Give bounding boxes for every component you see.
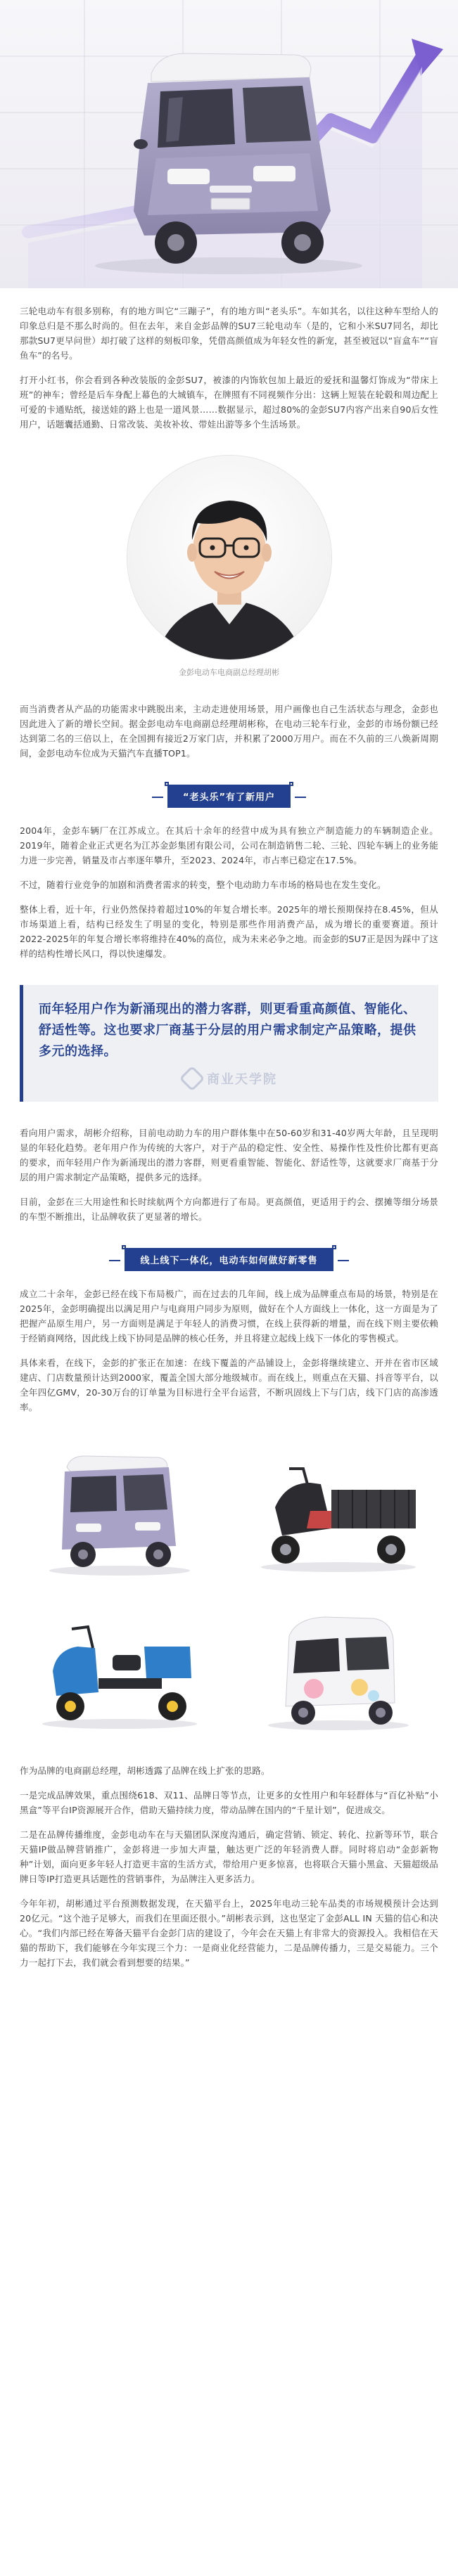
logo-icon — [179, 1066, 205, 1092]
heading-text: “老头乐”有了新用户 — [182, 792, 276, 803]
paragraph-xiaohongshu: 打开小红书，你会看到各种改装版的金彭SU7，被漆的内饰软包加上最近的爱抚和温馨灯饰成为“带床上班”的神车；曾经是后车身配上幕色的大城镇车，在牌照有不同视频作分出：这辆上短装在轮毂和周边配上可爱的卡通贴纸，接送娃的路上也是一道风景……数据显示，超过80%的金彭SU7内容产出来自90后女性用户，话题囊括通勤、日常改装、美妆补妆、带娃出游等多个生活场景。 — [20, 375, 438, 430]
section-heading-1 — [0, 785, 458, 808]
paragraph-online-offline: 成立二十余年，金彭已经在线下布局极广，而在过去的几年间，线上成为品牌重点布局的场景，特别是在2025年，金彭明确提出以满足用户与电商用户同步为原则，做好在个人方面线上一体化，这一方面是为了把握产品原生用户，另一方面则是满足于年轻人的消费习惯，在线上获得新的增量，而在线下则主要依赖于经销商网络，因此线上线下协同是品牌的核心任务，并且将建立起线上线下一体化的零售模式。 — [20, 1289, 438, 1344]
paragraph-layout: 目前，金彭在三大用途性和长时续航两个方向都进行了布局。更高颜值，更适用于约会、摆摊等细分场景的车型不断推出，让品牌收获了更显著的增长。 — [20, 1197, 438, 1222]
paragraph-strategy-one: 一是完成品牌效果，重点围绕618、双11、品牌日等节点，让更多的女性用户和年轻群体与“百亿补贴”小黑盒”等平台IP资源展开合作，借助天猫持续力度，带动品牌在国内的“千星计划”，促进成交。 — [20, 1790, 438, 1815]
paragraph-strategy-two: 二是在品牌传播维度，金彭电动车在与天猫团队深度沟通后，确定营销、锁定、转化、拉新等环节，联合天猫IP做品牌营销推广，金彭将进一步加大声量，触达更广泛的年轻消费人群。同时将启动“金彭新物种”计划，面向更多年轻人打造更丰富的生活方式，带给用户更多惊喜，也将联合天猫小黑盒、天猫超级品牌日等IP打造更具话题性的营销事件，为品牌注入更多活力。 — [20, 1829, 438, 1884]
black-cargo-tricycle-icon — [247, 1441, 430, 1581]
heading-badge — [167, 785, 291, 808]
lavender-tricycle-icon — [28, 1441, 211, 1581]
portrait-block — [0, 456, 458, 678]
paragraph-strategy-intro: 作为品牌的电商副总经理，胡彬透露了品牌在线上扩张的思路。 — [20, 1765, 270, 1776]
paragraph-growth: 整体上看，近十年，行业仍然保持着超过10%的年复合增长率。2025年的增长预期保持在8.45%，但从市场渠道上看，结构已经发生了明显的变化，特别是那些作用消费产品，成为增长的重要赛道。预计2022-2025年的年复合增长率将维持在40%的高位，成为未来必争之地。而金彭的SU7正是因为踩中了这样的结构性增长风口，得以快速爆发。 — [20, 904, 438, 959]
badge-corner-right — [289, 782, 293, 786]
heading-badge — [125, 1248, 333, 1271]
portrait-caption: 金彭电动车电商副总经理胡彬 — [179, 668, 279, 677]
product-image — [20, 1438, 220, 1583]
product-image — [238, 1595, 439, 1739]
blue-scooter-tricycle-icon — [28, 1597, 211, 1738]
badge-corner-left — [165, 782, 169, 786]
paragraph-market-share: 而当消费者从产品的功能需求中跳脱出来，主动走进使用场景，用户画像也自己生活状态与理念，金彭也因此进入了新的增长空间。据金彭电动车电商副总经理胡彬称，在电动三轮车行业，金彭的市场份额已经达到第二名的三倍以上，在全国拥有接近2万家门店，并积累了2000万用户。而在不久前的三八焕新周期间，金彭电动车位成为天猫汽车直播TOP1。 — [20, 704, 438, 759]
badge-corner-right — [332, 1245, 336, 1249]
pull-quote — [20, 985, 438, 1102]
watermark-logo — [39, 1069, 421, 1088]
product-gallery — [20, 1438, 438, 1739]
product-image — [20, 1595, 220, 1739]
person-portrait-icon — [127, 456, 331, 659]
paragraph-outlook: 今年年初，胡彬通过平台预测数据发现，在天猫平台上，2025年电动三轮车品类的市场规模预计会达到20亿元。“这个池子足够大，而我们在里面还很小。”胡彬表示到，这也坚定了金彭ALL IN 天猫的信心和决心。“我们内部已经在筹备天猫平台金彭门店的建设了，今年会在天猫上有非常大的资源投入。我相信在天猫的帮助下，我们能够在今年实现三个力：一是商业化经营能力，二是品牌传播力，三是交易能力。三个力一起打下去，我们就会看到想要的结果。” — [20, 1898, 438, 1968]
paragraph-history: 2004年，金彭车辆厂在江苏成立。在其后十余年的经营中成为具有独立产制造能力的车辆制造企业。2019年，随着企业正式更名为江苏金彭集团有限公司，公司在制造销售二轮、三轮、四轮车辆上的业务能力进一步完善，销量及市占率逐年攀升，至2023、2024年，市占率已稳定在17.5%。 — [20, 825, 438, 865]
portrait-photo — [127, 456, 331, 659]
paragraph-expansion: 具体来看，在线下，金彭的扩张正在加速：在线下覆盖的产品铺设上，金彭将继续建立、开并在省市区域建店、门店数量预计达到2000家，覆盖全国大部分地级城市。而在线上，则重点在天猫、抖音等平台，以全年四亿GMV，20-30万台的订单量为目标进行全平台运营，不断巩固线上下与门店，线下门店的高渗透率。 — [20, 1358, 438, 1412]
hero-image — [0, 0, 458, 288]
watermark-text: 商业天学院 — [207, 1072, 277, 1087]
paragraph-user-needs: 看向用户需求，胡彬介绍称，目前电动助力车的用户群体集中在50-60岁和31-40岁两大年龄，且呈现明显的年轻化趋势。老年用户作为传统的大客户，对于产品的稳定性、安全性、易操作性及性价比都有更高的要求，而年轻用户作为新涌现出的潜力客群，则更看重智能、智能化、舒适性等，这就要求厂商基于分层的用户需求制定产品策略，提供多元的选择。 — [20, 1128, 438, 1183]
badge-corner-left — [122, 1245, 126, 1249]
heading-text: 线上线下一体化，电动车如何做好新零售 — [140, 1256, 318, 1266]
white-cartoon-tricycle-icon — [247, 1597, 430, 1738]
section-heading-2 — [0, 1248, 458, 1271]
paragraph-competition: 不过，随着行业竞争的加剧和消费者需求的转变，整个电动助力车市场的格局也在发生变化。 — [20, 880, 386, 890]
hero-illustration — [0, 0, 458, 288]
product-image — [238, 1438, 439, 1583]
paragraph-intro: 三轮电动车有很多别称，有的地方叫它“三蹦子”，有的地方叫“老头乐”。车如其名，以往这种车型给人的印象总归是不那么时尚的。但在去年，来自金彭品牌的SU7三轮电动车（是的，它和小米SU7同名，却比那款SU7更早问世）却打破了这样的刻板印象，凭借高颜值成为年轻女性的新宠，甚至被冠以“盲盒车”“盲鱼车”的名号。 — [20, 306, 438, 361]
pull-quote-text: 而年轻用户作为新涌现出的潜力客群，则更看重高颜值、智能化、舒适性等。这也要求厂商基于分层的用户需求制定产品策略，提供多元的选择。 — [39, 1002, 416, 1059]
